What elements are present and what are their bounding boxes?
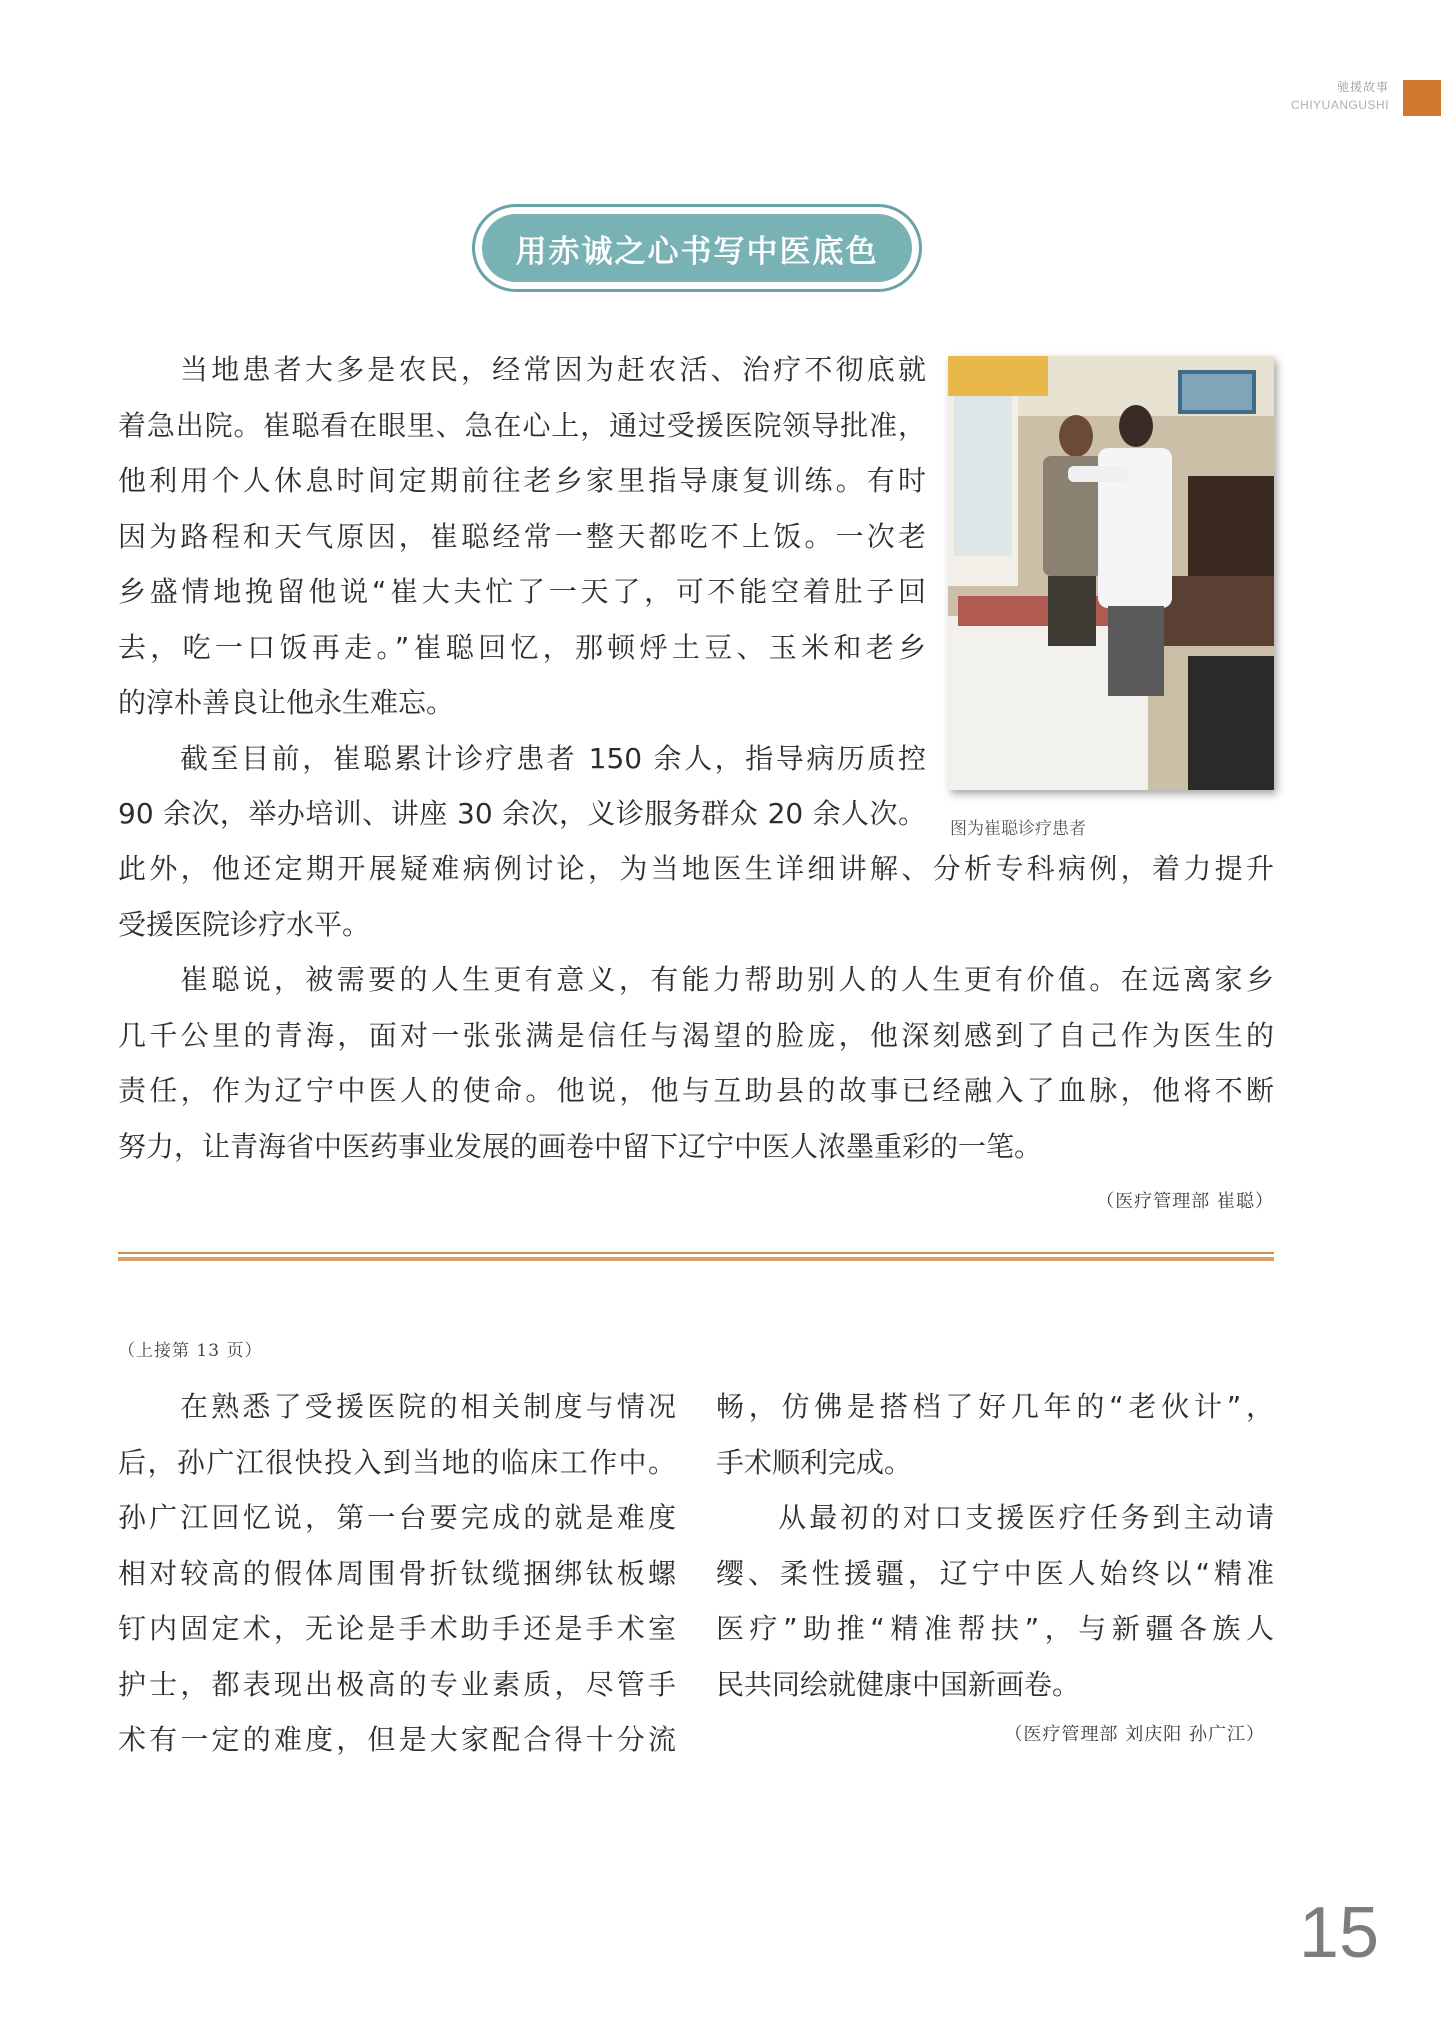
text-line: 护士，都表现出极高的专业素质，尽管手 [118, 1667, 676, 1701]
text-line: 医疗”助推“精准帮扶”，与新疆各族人 [716, 1612, 1274, 1645]
section-tab-marker [1403, 80, 1441, 116]
article2-left-column [118, 1379, 676, 1768]
text-line: 相对较高的假体周围骨折钛缆捆绑钛板螺 [118, 1556, 676, 1590]
page-number: 15 [1298, 1893, 1379, 1973]
article1-signature: （医疗管理部 崔聪） [1096, 1191, 1274, 1212]
text-line: 术有一定的难度，但是大家配合得十分流 [118, 1723, 676, 1756]
text-line: 此外，他还定期开展疑难病例讨论，为当地医生详细讲解、分析专科病例，着力提升 [118, 852, 1274, 885]
section-divider [118, 1252, 1274, 1261]
article2-signature: （医疗管理部 刘庆阳 孙广江） [1004, 1724, 1265, 1745]
text-line: 责任，作为辽宁中医人的使命。他说，他与互助县的故事已经融入了血脉，他将不断 [118, 1074, 1274, 1107]
text-line: 着急出院。崔聪看在眼里、急在心上，通过受援医院领导批准， [118, 408, 926, 442]
text-line: 缨、柔性援疆，辽宁中医人始终以“精准 [716, 1556, 1274, 1590]
text-line: 努力，让青海省中医药事业发展的画卷中留下辽宁中医人浓墨重彩的一笔。 [118, 1129, 1043, 1163]
text-line: 乡盛情地挽留他说“崔大夫忙了一天了，可不能空着肚子回 [118, 575, 926, 608]
article1-paragraph-2-3 [118, 841, 1274, 1174]
text-line: 几千公里的青海，面对一张张满是信任与渴望的脸庞，他深刻感到了自己作为医生的 [118, 1018, 1274, 1052]
doctor-treating-patient-photo [948, 356, 1274, 790]
text-line: 崔聪说，被需要的人生更有意义，有能力帮助别人的人生更有价值。在远离家乡 [180, 963, 1274, 996]
continued-from-note: （上接第 13 页） [118, 1341, 263, 1361]
article-title: 用赤诚之心书写中医底色 [515, 233, 879, 270]
text-line: 受援医院诊疗水平。 [118, 907, 371, 941]
text-line: 孙广江回忆说，第一台要完成的就是难度 [118, 1501, 676, 1534]
text-line: 钉内固定术，无论是手术助手还是手术室 [118, 1612, 676, 1645]
text-line: 后，孙广江很快投入到当地的临床工作中。 [118, 1445, 676, 1479]
text-line: 手术顺利完成。 [716, 1445, 913, 1479]
photo-caption: 图为崔聪诊疗患者 [950, 819, 1086, 839]
text-line: 去，吃一口饭再走。”崔聪回忆，那顿烀土豆、玉米和老乡 [118, 630, 926, 664]
article1-paragraph-1 [118, 342, 926, 842]
text-line: 因为路程和天气原因，崔聪经常一整天都吃不上饭。一次老 [118, 519, 926, 553]
text-line: 当地患者大多是农民，经常因为赶农活、治疗不彻底就 [180, 353, 926, 386]
text-line: 畅，仿佛是搭档了好几年的“老伙计”， [716, 1390, 1274, 1423]
text-line: 在熟悉了受援医院的相关制度与情况 [180, 1390, 676, 1423]
text-line: 民共同绘就健康中国新画卷。 [716, 1667, 1081, 1701]
text-line: 的淳朴善良让他永生难忘。 [118, 686, 455, 719]
article-title-badge [472, 204, 922, 292]
article2-right-column [716, 1379, 1274, 1712]
text-line: 截至目前，崔聪累计诊疗患者 150 余人，指导病历质控 [180, 741, 926, 775]
text-line: 他利用个人休息时间定期前往老乡家里指导康复训练。有时 [118, 464, 926, 497]
text-line: 从最初的对口支援医疗任务到主动请 [778, 1501, 1274, 1534]
section-label-en: CHIYUANGUSHI [1290, 98, 1389, 112]
section-label-cn: 驰援故事 [1336, 80, 1389, 94]
text-line: 90 余次，举办培训、讲座 30 余次，义诊服务群众 20 余人次。 [118, 797, 926, 830]
